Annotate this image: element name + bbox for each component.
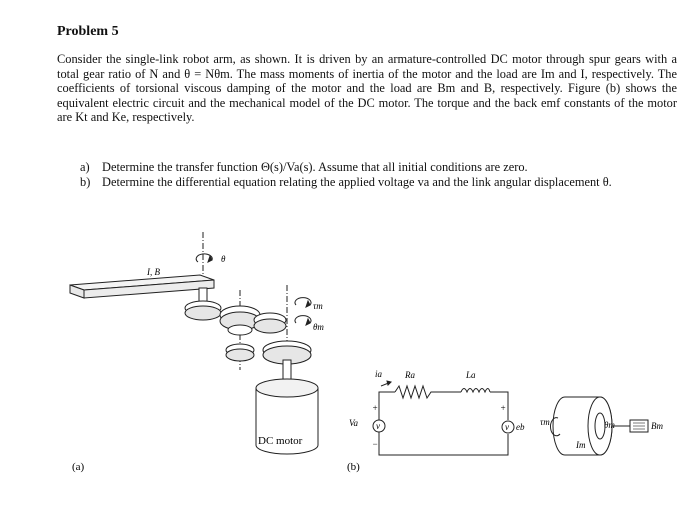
- eb-source-symbol: v: [505, 422, 509, 432]
- load-label: I, B: [147, 267, 160, 277]
- inductor-la: [461, 389, 490, 393]
- va-plus: +: [372, 403, 379, 413]
- va-label: Va: [349, 418, 358, 428]
- im-label: Im: [576, 440, 586, 450]
- eb-label: eb: [516, 422, 525, 432]
- theta-m-b-label: θm: [604, 420, 615, 430]
- eb-plus: +: [500, 403, 507, 413]
- figure-b-circuit: [373, 381, 648, 455]
- figure-b-caption: (b): [347, 461, 360, 473]
- ia-label: ia: [375, 369, 383, 379]
- tau-m-label: τm: [313, 301, 323, 311]
- ra-label: Ra: [405, 370, 415, 380]
- question-a-text: Determine the transfer function Θ(s)/Va(s). Assume that all initial conditions are zero.: [102, 160, 528, 174]
- resistor-ra: [395, 386, 436, 398]
- figure-a-robot-arm: [70, 232, 318, 454]
- theta-m-label: θm: [313, 322, 324, 332]
- theta-label: θ: [221, 254, 226, 264]
- va-minus: −: [372, 439, 379, 449]
- question-b-label: b): [80, 174, 91, 189]
- dc-motor-label: DC motor: [258, 435, 303, 447]
- bm-label: Bm: [651, 421, 663, 431]
- figure-a-caption: (a): [72, 461, 85, 473]
- problem-paragraph: Consider the single-link robot arm, as shown. It is driven by an armature-controlled DC motor through spur gears with a total gear ratio of N and θ = Nθm. The mass moments of inertia of the motor and the load are Im and I, respectively. The coefficients of torsional viscous damping of the motor and the load are Bm and B, respectively. Figure (b) shows the equivalent electric circuit and the mechanical model of the DC motor. The torque and the back emf constants of the motor are Kt and Ke, respectively.: [57, 52, 677, 125]
- question-b-text: Determine the differential equation relating the applied voltage va and the link angular displacement θ.: [102, 174, 612, 189]
- va-source-symbol: v: [376, 421, 380, 431]
- la-label: La: [466, 370, 476, 380]
- question-a-label: a): [80, 160, 90, 174]
- tau-m-b-label: τm: [540, 417, 550, 427]
- problem-title: Problem 5: [57, 24, 119, 39]
